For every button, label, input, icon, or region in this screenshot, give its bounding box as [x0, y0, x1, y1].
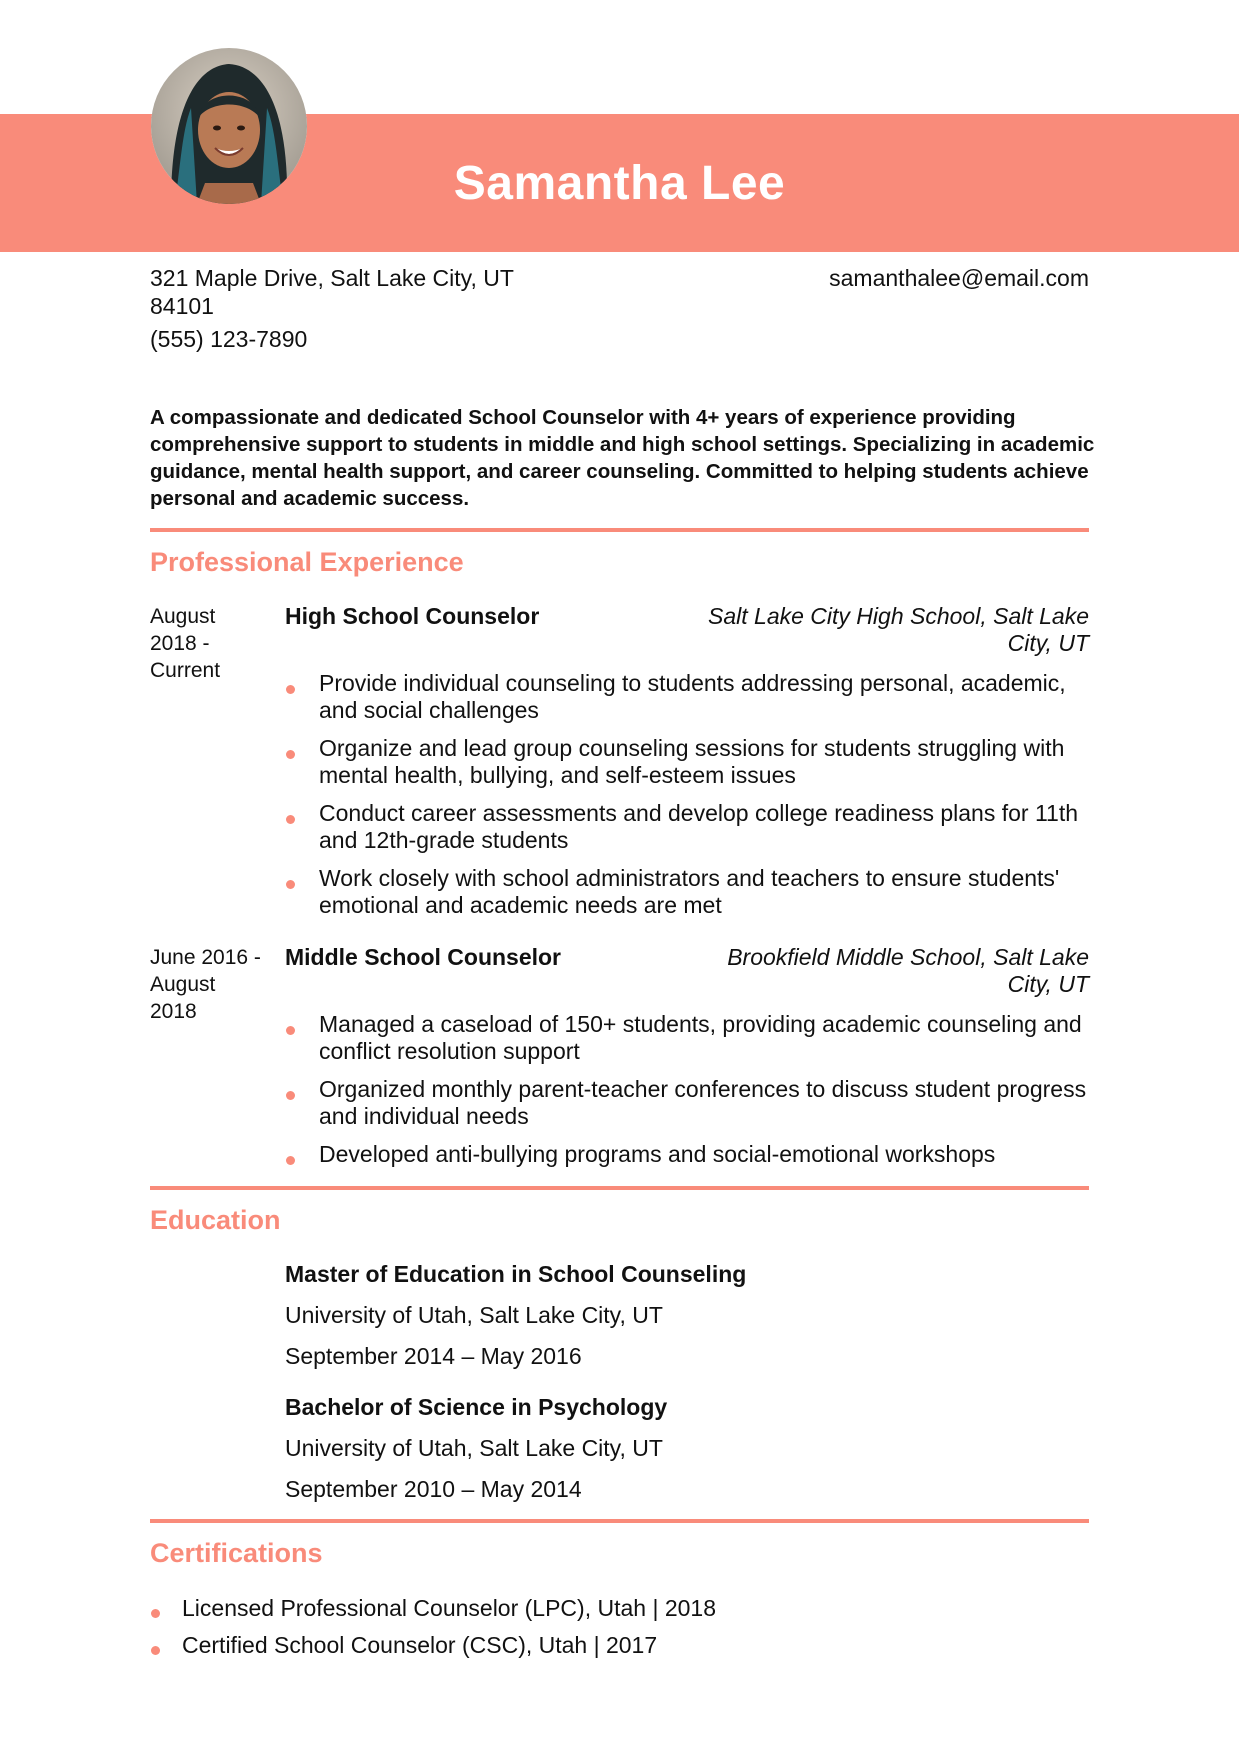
section-divider	[150, 1186, 1089, 1190]
job-date: August 2018 - Current	[150, 605, 221, 682]
bullet-icon	[286, 1026, 295, 1035]
section-divider	[150, 1519, 1089, 1523]
address: 321 Maple Drive, Salt Lake City, UT 84101	[150, 265, 514, 319]
degree: Master of Education in School Counseling	[285, 1261, 747, 1287]
job-entry	[150, 603, 1089, 923]
certifications-list	[150, 1594, 1089, 1668]
job-title: High School Counselor	[285, 603, 540, 629]
list-item: Conduct career assessments and develop college readiness plans for 11th and 12th-grade students	[285, 800, 1089, 854]
contact-left	[150, 264, 530, 353]
job-company: Salt Lake City High School, Salt Lake City, UT	[708, 603, 1089, 656]
dates: September 2014 – May 2016	[285, 1343, 582, 1369]
certifications-heading: Certifications	[150, 1538, 323, 1568]
degree: Bachelor of Science in Psychology	[285, 1394, 668, 1420]
list-item: Organized monthly parent-teacher conferences to discuss student progress and individual needs	[285, 1076, 1089, 1130]
profile-photo	[151, 48, 307, 204]
job-bullets	[285, 1011, 1089, 1179]
bullet-icon	[286, 1091, 295, 1100]
summary: A compassionate and dedicated School Counselor with 4+ years of experience providing comprehensive support to students in middle and high school settings. Specializing in academic guidance, mental health support, and career counseling. Committed to helping students achieve personal and academic success.	[150, 406, 1095, 510]
section-divider	[150, 528, 1089, 532]
job-company: Brookfield Middle School, Salt Lake City, UT	[727, 944, 1089, 997]
phone: (555) 123-7890	[150, 326, 308, 352]
list-item: Certified School Counselor (CSC), Utah | 2017	[150, 1631, 1089, 1659]
list-item: Work closely with school administrators and teachers to ensure students' emotional and academic needs are met	[285, 865, 1089, 919]
job-bullets	[285, 670, 1089, 930]
bullet-icon	[286, 815, 295, 824]
list-item: Organize and lead group counseling sessions for students struggling with mental health, bullying, and self-esteem issues	[285, 735, 1089, 789]
bullet-icon	[151, 1646, 160, 1655]
job-date: June 2016 - August 2018	[150, 946, 261, 1023]
list-item: Developed anti-bullying programs and social-emotional workshops	[285, 1141, 1089, 1168]
list-item: Managed a caseload of 150+ students, providing academic counseling and conflict resolution support	[285, 1011, 1089, 1065]
bullet-icon	[286, 685, 295, 694]
education-entry	[285, 1260, 985, 1383]
education-heading: Education	[150, 1205, 281, 1235]
email: samanthalee@email.com	[829, 265, 1089, 291]
dates: September 2010 – May 2014	[285, 1476, 582, 1502]
list-item: Licensed Professional Counselor (LPC), Utah | 2018	[150, 1594, 1089, 1622]
bullet-icon	[286, 1156, 295, 1165]
candidate-name: Samantha Lee	[453, 156, 786, 210]
bullet-icon	[286, 750, 295, 759]
job-title: Middle School Counselor	[285, 944, 562, 970]
school: University of Utah, Salt Lake City, UT	[285, 1435, 663, 1461]
list-item: Provide individual counseling to students addressing personal, academic, and social challenges	[285, 670, 1089, 724]
experience-heading: Professional Experience	[150, 547, 464, 577]
bullet-icon	[151, 1609, 160, 1618]
school: University of Utah, Salt Lake City, UT	[285, 1302, 663, 1328]
education-entry	[285, 1393, 985, 1516]
bullet-icon	[286, 880, 295, 889]
job-entry	[150, 944, 1089, 1174]
